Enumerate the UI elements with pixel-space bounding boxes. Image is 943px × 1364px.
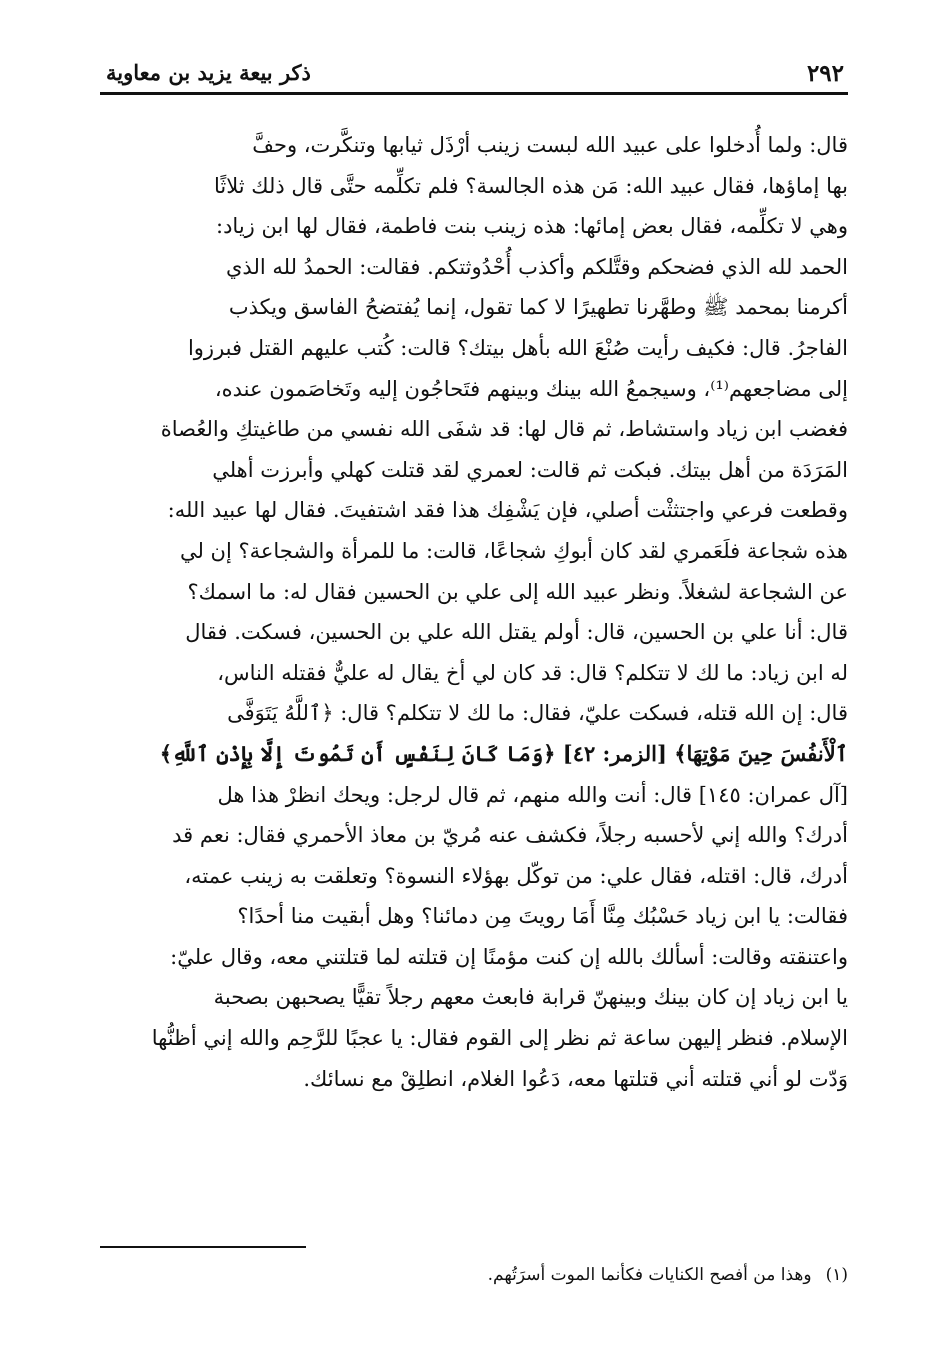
section-title: ذكر بيعة يزيد بن معاوية bbox=[106, 60, 311, 85]
page-number: ٢٩٢ bbox=[806, 60, 844, 87]
footnotes bbox=[100, 1260, 848, 1290]
text-line: فغضب ابن زياد واستشاط، ثم قال لها: قد شفَى الله نفسي من طاغيتكِ والعُصاة bbox=[160, 417, 848, 442]
text-line: فقالت: يا ابن زياد حَسْبُك مِنَّا أَمَا رويتَ مِن دمائنا؟ وهل أبقيت منا أحدًا؟ bbox=[237, 904, 848, 929]
footnote-item bbox=[100, 1260, 848, 1290]
footnote-text: وهذا من أفصح الكنايات فكأنما الموت أسرَتُهم. bbox=[487, 1265, 812, 1285]
text-line: [آل عمران: ١٤٥] قال: أنت والله منهم، ثم قال لرجل: ويحك انظرْ هذا هل bbox=[217, 782, 848, 807]
footnote-divider bbox=[100, 1246, 306, 1248]
text-paragraph bbox=[100, 125, 848, 1099]
text-line: الإسلام. فنظر إليهن ساعة ثم نظر إلى القوم فقال: يا عجبًا للرَّحِم والله إني أظنُّها bbox=[151, 1026, 848, 1051]
text-line: وهي لا تكلِّمه، فقال بعض إمائها: هذه زينب بنت فاطمة، فقال لها ابن زياد: bbox=[216, 214, 848, 239]
text-line: الحمد لله الذي فضحكم وقتَّلكم وأكذب أُحْدُوثتكم. فقالت: الحمدُ لله الذي bbox=[225, 254, 848, 279]
text-line: قال: أنا علي بن الحسين، قال: أولم يقتل الله علي بن الحسين، فسكت. فقال bbox=[185, 620, 848, 645]
text-line: قال: ولما أُدخلوا على عبيد الله لبست زينب أرْذَل ثيابها وتنكَّرت، وحفَّ bbox=[252, 133, 848, 157]
text-line: وقطعت فرعي واجتثثْت أصلي، فإن يَشْفِك هذا فقد اشتفيتَ. فقال لها عبيد الله: bbox=[167, 498, 848, 523]
main-text bbox=[100, 125, 848, 1099]
text-line: المَرَدَة من أهل بيتك. فبكت ثم قالت: لعمري لقد قتلت كهلي وأبرزت أهلي bbox=[212, 457, 848, 482]
text-line: أدرك؟ والله إني لأحسبه رجلاً، فكشف عنه مُريّ بن معاذ الأحمري فقال: نعم قد bbox=[172, 823, 848, 848]
text-line: هذه شجاعة فلَعَمري لقد كان أبوكِ شجاعًا، قالت: ما للمرأة والشجاعة؟ إن لي bbox=[179, 538, 848, 563]
running-header bbox=[100, 54, 848, 95]
text-line: يا ابن زياد إن كان بينك وبينهنّ قرابة فابعث معهم رجلاً تقيًّا يصحبهن بصحبة bbox=[213, 985, 848, 1010]
text-line: إلى مضاجعهم⁽¹⁾، وسيجمعُ الله بينك وبينهم فتَحاجُون إليه وتَخاصَمون عنده، bbox=[214, 376, 848, 401]
text-line: عن الشجاعة لشغلاً. ونظر عبيد الله إلى علي بن الحسين فقال له: ما اسمك؟ bbox=[187, 579, 848, 604]
text-line: قال: إن الله قتله، فسكت عليّ، فقال: ما لك لا تتكلم؟ قال: ﴿ٱللَّهُ يَتَوَفَّى bbox=[227, 701, 848, 726]
text-line: له ابن زياد: ما لك لا تتكلم؟ قال: قد كان لي أخ يقال له عليٌّ فقتله الناس، bbox=[217, 660, 848, 685]
text-line: بها إماؤها، فقال عبيد الله: مَن هذه الجالسة؟ فلم تكلِّمه حتَّى قال ذلك ثلاثًا bbox=[213, 173, 848, 198]
text-line: أدرك، قال: اقتله، فقال علي: من توكّل بهؤلاء النسوة؟ وتعلقت به زينب عمته، bbox=[184, 863, 848, 888]
text-line: أكرمنا بمحمد ﷺ وطهَّرنا تطهيرًا لا كما تقول، إنما يُفتضحُ الفاسق ويكذب bbox=[228, 295, 848, 320]
quran-verse-line: ٱلْأَنفُسَ حِينَ مَوْتِهَا﴾ [الزمر: ٤٢] ﴿وَمَا كَانَ لِنَفْسٍ أَن تَمُوتَ إِلَّا بِإِذْنِ ٱللَّهِ﴾ bbox=[159, 740, 848, 766]
text-line: واعتنقته وقالت: أسألك بالله إن كنت مؤمنًا إن قتلته لما قتلتني معه، وقال عليّ: bbox=[170, 944, 848, 969]
footnote-marker: (١) bbox=[825, 1265, 848, 1285]
text-line: الفاجرُ. قال: فكيف رأيت صُنْعَ الله بأهل بيتك؟ قالت: كُتب عليهم القتل فبرزوا bbox=[187, 335, 848, 360]
book-page bbox=[100, 54, 848, 1099]
text-line: وَدّت لو أني قتلته أني قتلتها معه، دَعُوا الغلام، انطلِقْ مع نسائك. bbox=[303, 1066, 848, 1091]
